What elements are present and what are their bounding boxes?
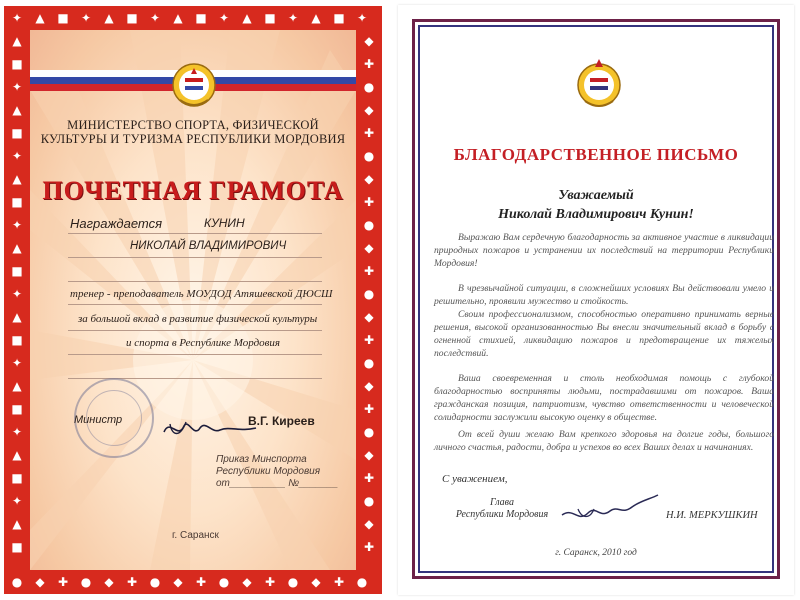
sport-figure-icon: ✦ xyxy=(218,11,230,25)
sport-figure-icon: ■ xyxy=(333,11,345,25)
sport-figure-icon: ● xyxy=(363,218,375,232)
salutation-line-1: Уважаемый xyxy=(558,188,634,203)
sport-figure-icon: ● xyxy=(287,575,299,589)
sport-figure-icon: ◆ xyxy=(242,575,252,589)
sport-figure-icon: ▲ xyxy=(35,11,45,25)
letter-paragraph: Ваша своевременная и столь необходимая помощь с глубокой благодарностью восприняты людьми, пострадавшими от пожаров. Ваша гражданская позиция, патриотизм, чувство ответственности и человеческой солидарности заслужили высокую оценку в обществе. xyxy=(434,373,774,423)
sport-figure-icon: ◆ xyxy=(364,448,374,462)
certificate-title: ПОЧЕТНАЯ ГРАМОТА xyxy=(42,176,344,205)
sport-figure-icon: ✚ xyxy=(363,333,375,347)
sport-figure-icon: ✚ xyxy=(126,575,138,589)
signer-name: Н.И. МЕРКУШКИН xyxy=(666,510,758,521)
ministry-line-1: МИНИСТЕРСТВО СПОРТА, ФИЗИЧЕСКОЙ xyxy=(67,118,319,132)
sport-figure-icon: ● xyxy=(363,356,375,370)
sport-figure-icon: ■ xyxy=(11,195,23,209)
thank-you-letter xyxy=(398,5,794,595)
sport-figure-icon: ■ xyxy=(57,11,69,25)
sport-figure-icon: ◆ xyxy=(364,34,374,48)
recipient-name: НИКОЛАЙ ВЛАДИМИРОВИЧ xyxy=(130,240,287,252)
rule xyxy=(68,330,322,331)
rule xyxy=(68,354,322,355)
order-line-3: от__________ №_______ xyxy=(216,478,339,489)
sport-figure-icon: ◆ xyxy=(364,103,374,117)
sport-figure-icon: ✦ xyxy=(11,494,23,508)
sport-figure-icon: ✚ xyxy=(363,264,375,278)
sport-figure-icon: ■ xyxy=(11,126,23,140)
sport-figure-icon: ✚ xyxy=(363,540,375,554)
sport-figure-icon: ▲ xyxy=(173,11,183,25)
sport-figure-icon: ▲ xyxy=(12,103,22,117)
rule xyxy=(68,257,322,258)
sport-figure-icon: ● xyxy=(363,425,375,439)
sport-figure-icon: ▲ xyxy=(12,172,22,186)
sport-figure-icon: ● xyxy=(149,575,161,589)
certificate-city: г. Саранск xyxy=(172,530,219,541)
sport-figure-icon: ◆ xyxy=(173,575,183,589)
sport-figure-icon: ◆ xyxy=(364,517,374,531)
sport-figure-icon: ● xyxy=(363,494,375,508)
sport-figure-icon: ◆ xyxy=(364,379,374,393)
sport-figure-icon: ✦ xyxy=(356,11,368,25)
letter-paragraph: Выражаю Вам сердечную благодарность за активное участие в ликвидации природных пожаров и устранении их последствий на территории Республики Мордовия! xyxy=(434,232,774,269)
sport-figure-icon: ✚ xyxy=(264,575,276,589)
reason-line-2: и спорта в Республике Мордовия xyxy=(126,337,281,349)
sport-figure-icon: ◆ xyxy=(364,172,374,186)
sport-figure-icon: ● xyxy=(11,575,23,589)
letter-paragraph: В чрезвычайной ситуации, в сложнейших условиях Вы действовали умело и решительно, проявили мужество и стойкость. xyxy=(434,283,774,307)
sport-figure-icon: ✚ xyxy=(195,575,207,589)
sport-figure-icon: ✦ xyxy=(11,425,23,439)
order-line-1: Приказ Минспорта xyxy=(216,454,307,465)
sport-figure-icon: ● xyxy=(363,80,375,94)
sport-figure-icon: ■ xyxy=(264,11,276,25)
sport-figure-icon: ■ xyxy=(11,57,23,71)
sport-figure-icon: ◆ xyxy=(311,575,321,589)
sport-figure-icon: ✦ xyxy=(11,218,23,232)
sport-figure-icon: ✦ xyxy=(287,11,299,25)
salutation-line-2: Николай Владимирович Кунин! xyxy=(498,207,694,222)
sport-figure-icon: ▲ xyxy=(12,379,22,393)
sport-figure-icon: ■ xyxy=(11,471,23,485)
sport-figure-icon: ✦ xyxy=(11,287,23,301)
sport-figure-icon: ■ xyxy=(11,402,23,416)
sport-figure-icon: ✚ xyxy=(57,575,69,589)
sport-figure-icon: ▲ xyxy=(12,448,22,462)
head-signature xyxy=(560,489,660,529)
sport-figure-icon: ✚ xyxy=(363,195,375,209)
sport-figure-icon: ■ xyxy=(11,333,23,347)
sport-figure-icon: ▲ xyxy=(311,11,321,25)
sport-figure-icon: ● xyxy=(218,575,230,589)
sport-figure-icon: ▲ xyxy=(12,34,22,48)
minister-name: В.Г. Киреев xyxy=(248,414,315,428)
awarded-label: Награждается xyxy=(70,216,163,231)
sport-figure-icon: ✦ xyxy=(11,356,23,370)
certificate-body xyxy=(30,30,356,570)
order-line-2: Республики Мордовия xyxy=(216,466,321,477)
closing: С уважением, xyxy=(442,473,508,485)
coat-of-arms-icon xyxy=(576,57,622,111)
certificate xyxy=(4,6,382,594)
sport-figure-icon: ■ xyxy=(126,11,138,25)
sport-figure-icon: ✚ xyxy=(363,57,375,71)
sport-figure-icon: ▲ xyxy=(12,517,22,531)
sport-figure-icon: ◆ xyxy=(35,575,45,589)
sport-figure-icon: ✦ xyxy=(11,149,23,163)
minister-label: Министр xyxy=(74,414,123,426)
coat-of-arms-icon xyxy=(172,60,216,110)
recipient-position: тренер - преподаватель МОУДОД Атяшевской ДЮСШ xyxy=(70,288,333,300)
minister-signature xyxy=(160,414,260,444)
post-line-2: Республики Мордовия xyxy=(455,509,549,520)
letter-title: БЛАГОДАРСТВЕННОЕ ПИСЬМО xyxy=(453,145,739,164)
sport-figure-icon: ◆ xyxy=(364,310,374,324)
sport-figure-icon: ● xyxy=(356,575,368,589)
sport-figure-icon: ● xyxy=(80,575,92,589)
order-reference xyxy=(216,454,338,490)
recipient-surname: КУНИН xyxy=(204,216,245,230)
letter-paragraph: От всей души желаю Вам крепкого здоровья на долгие годы, большого личного счастья, радости, добра и успехов во всех Ваших делах и начинаниях. xyxy=(434,429,774,453)
ministry-name xyxy=(30,118,356,146)
sport-figure-icon: ■ xyxy=(11,540,23,554)
sport-figure-icon: ✚ xyxy=(363,402,375,416)
rule xyxy=(68,304,322,305)
sport-figure-icon: ✦ xyxy=(149,11,161,25)
rule xyxy=(68,233,322,234)
sport-figure-icon: ◆ xyxy=(364,241,374,255)
place-date: г. Саранск, 2010 год xyxy=(555,548,637,558)
signer-post xyxy=(454,497,550,521)
sport-figure-icon: ■ xyxy=(11,264,23,278)
sport-figure-icon: ◆ xyxy=(104,575,114,589)
sport-figure-icon: ▲ xyxy=(12,310,22,324)
letter-paragraph: Своим профессионализмом, способностью оперативно принимать верные решения, высокой организованностью Вы внесли значительный вклад в борьбу с огненной стихией, ликвидацию пожаров и предотвращение их тяжелых последствий. xyxy=(434,309,774,359)
sport-figure-icon: ● xyxy=(363,149,375,163)
sport-figure-icon: ■ xyxy=(195,11,207,25)
sport-figure-icon: ▲ xyxy=(242,11,252,25)
sport-figure-icon: ▲ xyxy=(12,241,22,255)
sport-figure-icon: ✦ xyxy=(11,11,23,25)
sport-figure-icon: ✚ xyxy=(363,126,375,140)
sport-figure-icon: ✦ xyxy=(11,80,23,94)
rule xyxy=(68,281,322,282)
sport-figure-icon: ✚ xyxy=(333,575,345,589)
reason-line-1: за большой вклад в развитие физической культуры xyxy=(78,313,318,325)
sport-figure-icon: ● xyxy=(363,287,375,301)
post-line-1: Глава xyxy=(490,497,514,508)
sport-figure-icon: ✚ xyxy=(363,471,375,485)
sport-figure-icon: ▲ xyxy=(104,11,114,25)
ministry-line-2: КУЛЬТУРЫ И ТУРИЗМА РЕСПУБЛИКИ МОРДОВИЯ xyxy=(40,132,346,146)
sport-figure-icon: ✦ xyxy=(80,11,92,25)
